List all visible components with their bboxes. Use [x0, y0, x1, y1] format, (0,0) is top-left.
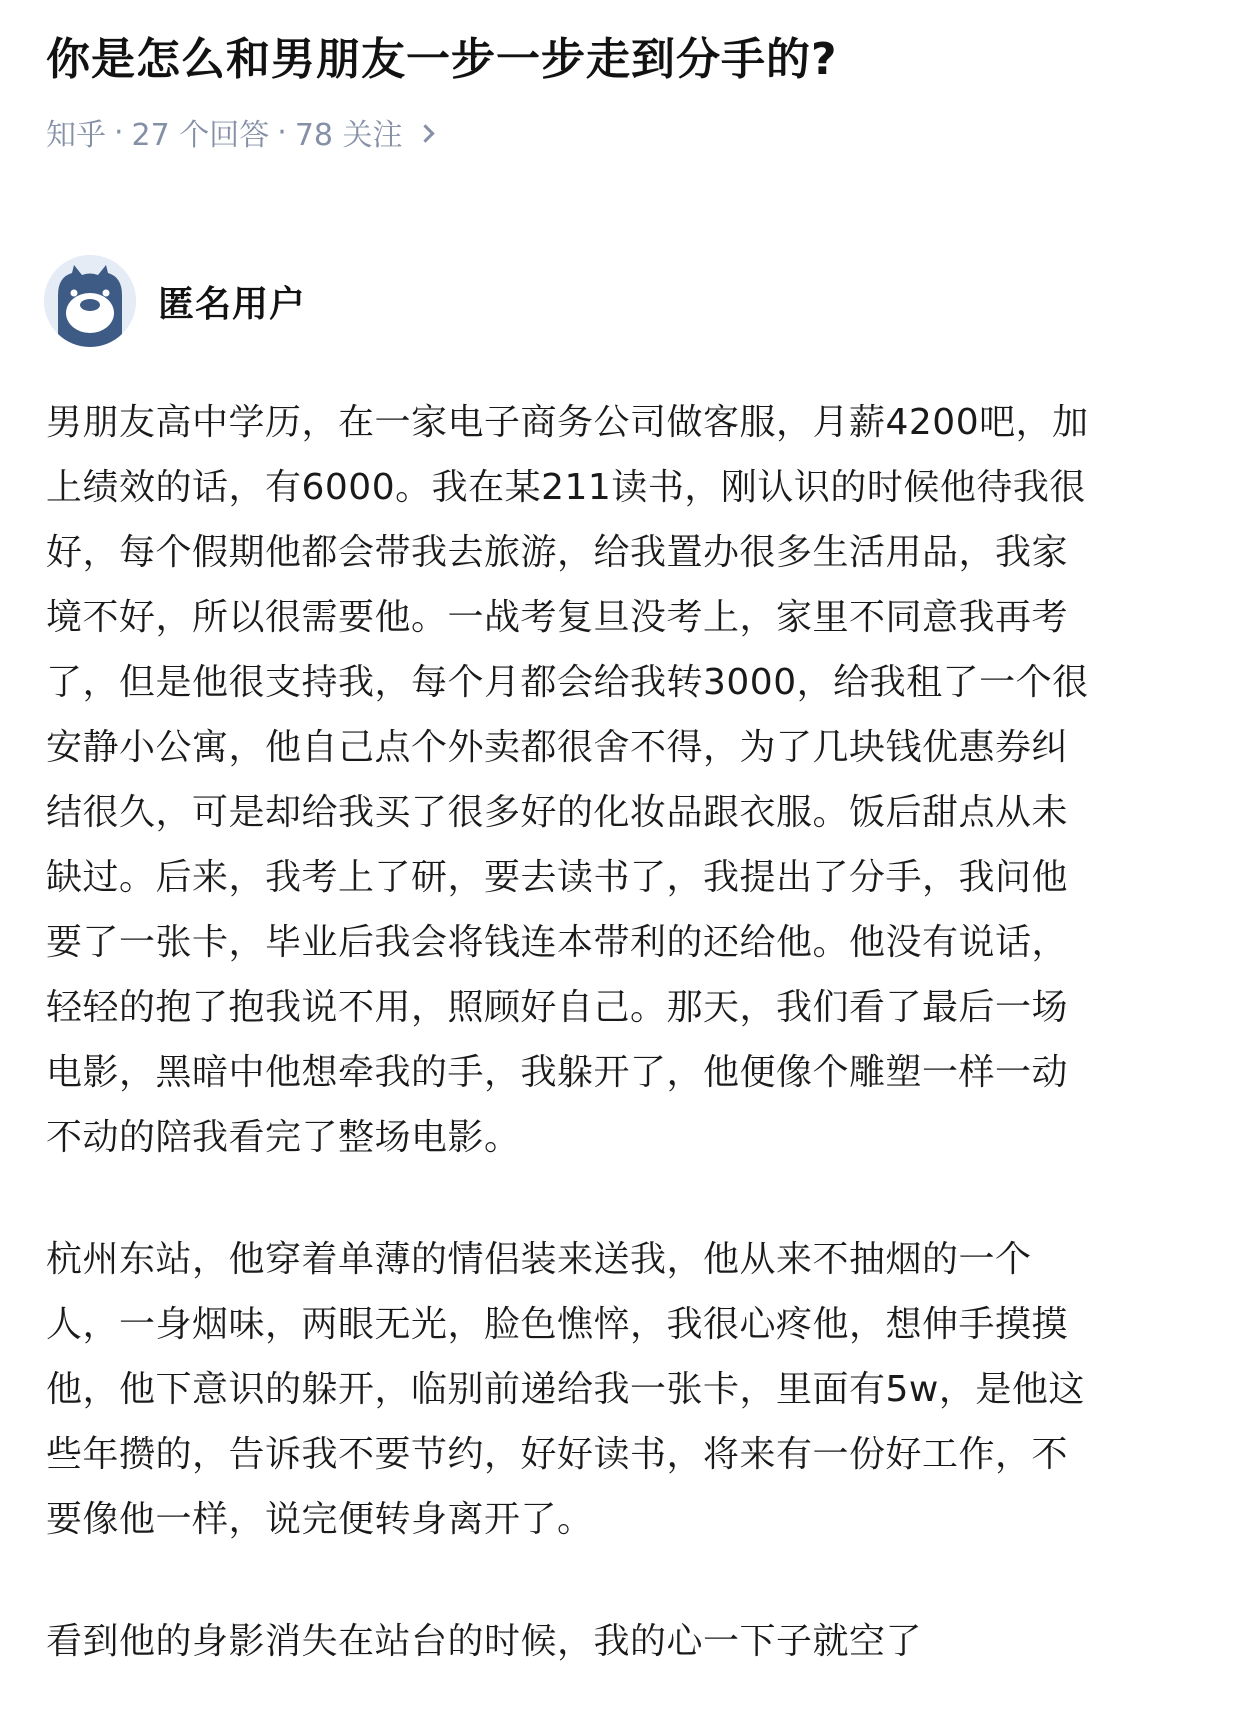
- chevron-right-icon: [416, 124, 434, 142]
- meta-separator: ·: [277, 114, 287, 150]
- answer-paragraph: 男朋友高中学历，在一家电子商务公司做客服，月薪4200吧，加 上绩效的话，有6000。我在某211读书，刚认识的时候他待我很 好，每个假期他都会带我去旅游，给我置办很多生活用品，我家 境不好，所以很需要他。一战考复旦没考上，家里不同意我再考 了，但是他很支持我，每个月都会给我转3000，给我租了一个很 安静小公寓，他自己点个外卖都很舍不得，为了几块钱优惠券纠 结很久，可是却给我买了很多好的化妆品跟衣服。饭后甜点从未 缺过。后来，我考上了研，要去读书了，我提出了分手，我问他 要了一张卡，毕业后我会将钱连本带利的还给他。他没有说话， 轻轻的抱了抱我说不用，照顾好自己。那天，我们看了最后一场 电影，黑暗中他想牵我的手，我躲开了，他便像个雕塑一样一动 不动的陪我看完了整场电影。: [46, 402, 1089, 1158]
- answer-paragraph: 看到他的身影消失在站台的时候，我的心一下子就空了: [46, 1621, 923, 1662]
- answers-count: 27 个回答: [131, 118, 270, 153]
- author-name[interactable]: 匿名用户: [158, 283, 307, 325]
- answer-content: [46, 390, 1206, 1731]
- question-title[interactable]: 你是怎么和男朋友一步一步走到分手的?: [46, 34, 838, 85]
- meta-separator: ·: [114, 114, 124, 150]
- anonymous-avatar-icon[interactable]: [44, 255, 136, 347]
- follow-count: 78 关注: [294, 118, 403, 153]
- source-label: 知乎: [46, 118, 106, 153]
- author-info[interactable]: [44, 255, 306, 347]
- answer-paragraph: 杭州东站，他穿着单薄的情侣装来送我，他从来不抽烟的一个 人，一身烟味，两眼无光，脸色憔悴，我很心疼他，想伸手摸摸 他，他下意识的躲开，临别前递给我一张卡，里面有5w，是他这 些年攒的，告诉我不要节约，好好读书，将来有一份好工作，不 要像他一样，说完便转身离开了。: [46, 1239, 1085, 1540]
- question-meta-link[interactable]: [46, 108, 432, 156]
